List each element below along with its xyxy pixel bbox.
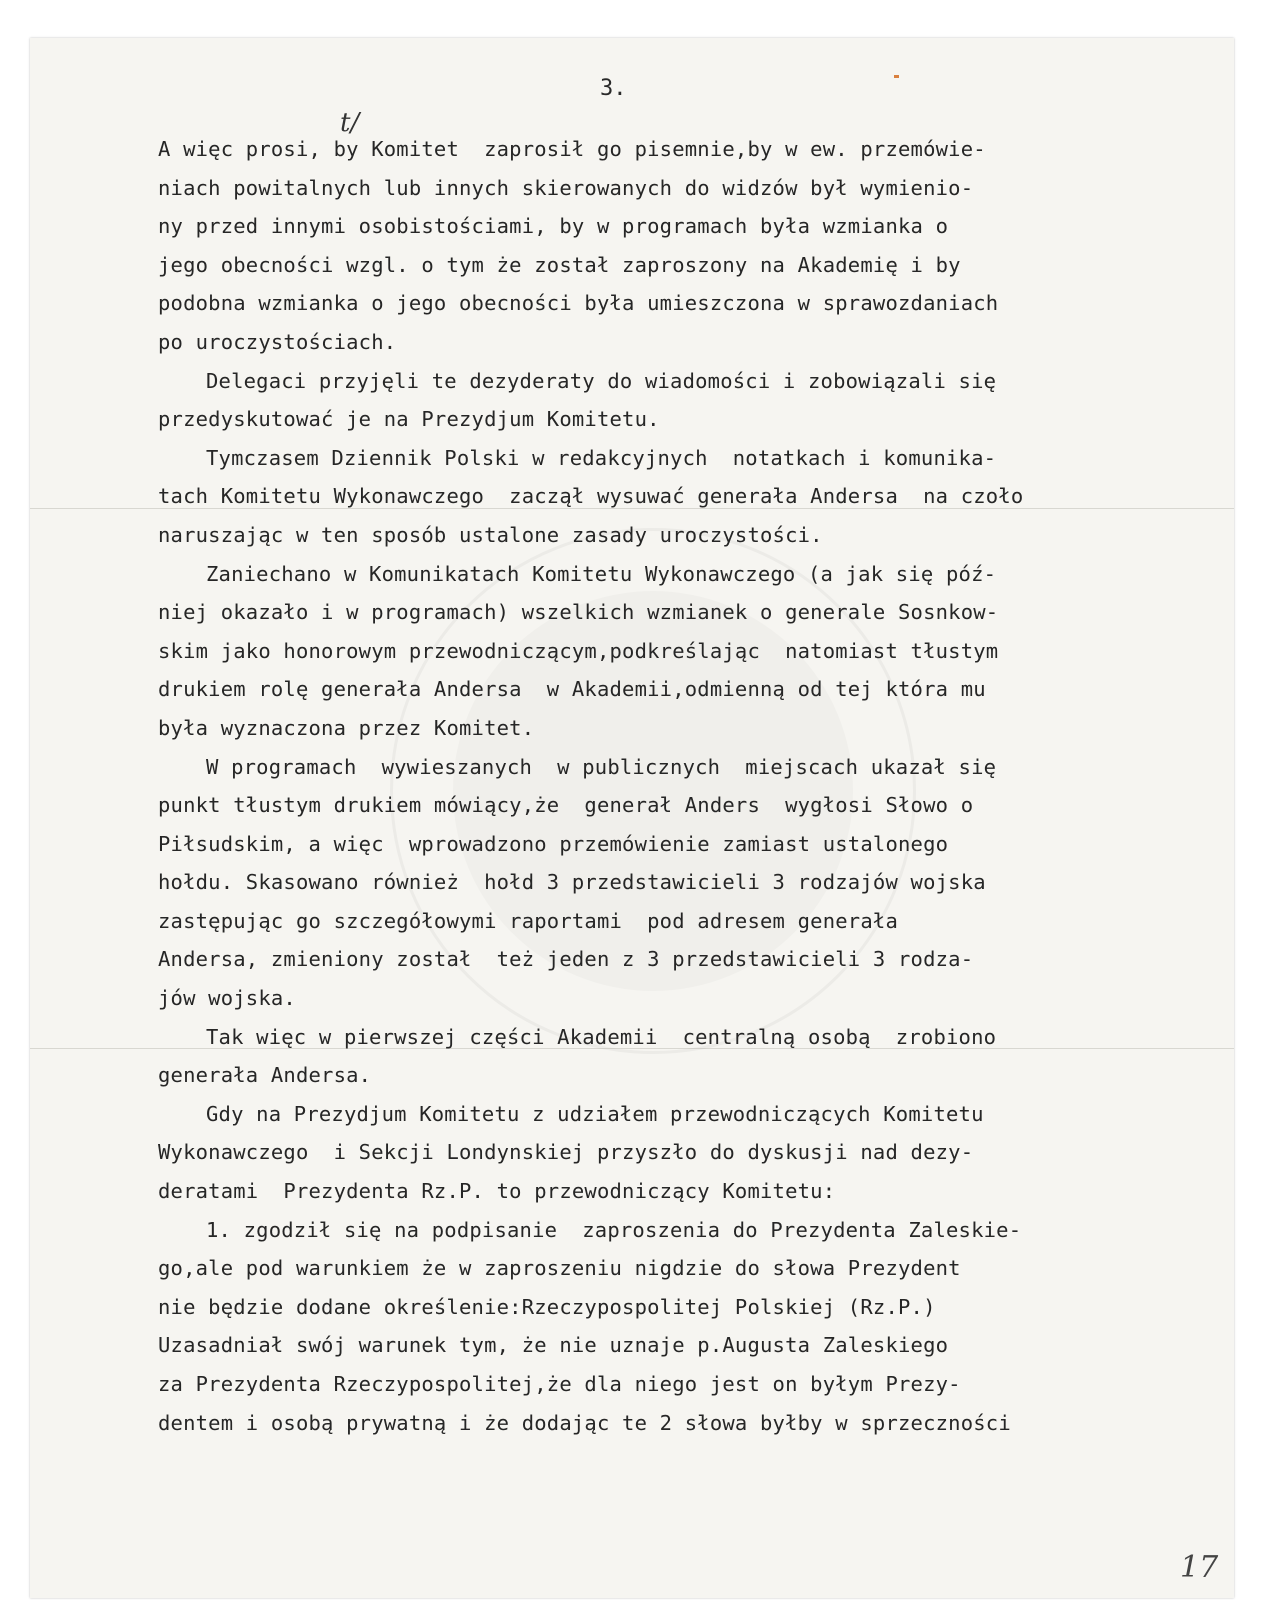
- text-line: 1. zgodził się na podpisanie zaproszenia do Prezydenta Zaleskie-: [206, 1217, 1022, 1242]
- text-line: za Prezydenta Rzeczypospolitej,że dla niego jest on byłym Prezy-: [158, 1372, 961, 1396]
- text-line: A więc prosi, by Komitet zaprosił go pisemnie,by w ew. przemówie-: [158, 137, 986, 161]
- text-line: go,ale pod warunkiem że w zaproszeniu nigdzie do słowa Prezydent: [158, 1256, 961, 1281]
- text-line: zastępując go szczegółowymi raportami pod adresem generała: [158, 908, 898, 933]
- typed-text-body: [158, 130, 1218, 1442]
- page-number: 3.: [600, 76, 627, 101]
- ink-mark: [894, 75, 899, 78]
- text-line: Uzasadniał swój warunek tym, że nie uznaje p.Augusta Zaleskiego: [158, 1333, 949, 1358]
- text-line: była wyznaczona przez Komitet.: [158, 715, 535, 740]
- text-line: ny przed innymi osobistościami, by w programach była wzmianka o: [158, 214, 949, 239]
- text-line: podobna wzmianka o jego obecności była umieszczona w sprawozdaniach: [158, 291, 999, 316]
- text-line: po uroczystościach.: [158, 329, 397, 354]
- text-line: dentem i osobą prywatną i że dodając te 2 słowa byłby w sprzeczności: [158, 1410, 1011, 1435]
- text-line: Andersa, zmieniony został też jeden z 3 przedstawicieli 3 rodza-: [158, 947, 974, 972]
- text-line: niej okazało i w programach) wszelkich wzmianek o generale Sosnkow-: [158, 600, 999, 625]
- text-line: Wykonawczego i Sekcji Londynskiej przyszło do dyskusji nad dezy-: [158, 1140, 974, 1165]
- text-line: hołdu. Skasowano również hołd 3 przedstawicieli 3 rodzajów wojska: [158, 870, 986, 895]
- text-line: skim jako honorowym przewodniczącym,podkreślając natomiast tłustym: [158, 638, 999, 663]
- document-page: [30, 38, 1234, 1598]
- text-line: tach Komitetu Wykonawczego zaczął wysuwać generała Andersa na czoło: [158, 484, 1024, 509]
- text-line: przedyskutować je na Prezydjum Komitetu.: [158, 407, 660, 432]
- text-line: Tymczasem Dziennik Polski w redakcyjnych notatkach i komunika-: [206, 445, 997, 470]
- text-line: deratami Prezydenta Rz.P. to przewodniczący Komitetu:: [158, 1179, 836, 1204]
- text-line: niach powitalnych lub innych skierowanych do widzów był wymienio-: [158, 175, 974, 200]
- text-line: jów wojska.: [158, 986, 296, 1011]
- text-line: W programach wywieszanych w publicznych miejscach ukazał się: [206, 754, 997, 779]
- text-line: Delegaci przyjęli te dezyderaty do wiadomości i zobowiązali się: [206, 368, 997, 393]
- handwritten-correction: t/: [340, 108, 360, 138]
- text-line: generała Andersa.: [158, 1063, 372, 1088]
- text-line: punkt tłustym drukiem mówiący,że generał Anders wygłosi Słowo o: [158, 793, 974, 818]
- handwritten-folio-number: 17: [1180, 1550, 1219, 1585]
- text-line: Tak więc w pierwszej części Akademii centralną osobą zrobiono: [206, 1024, 997, 1049]
- text-line: jego obecności wzgl. o tym że został zaproszony na Akademię i by: [158, 252, 961, 277]
- text-line: naruszając w ten sposób ustalone zasady uroczystości.: [158, 522, 823, 547]
- text-line: nie będzie dodane określenie:Rzeczypospolitej Polskiej (Rz.P.): [158, 1294, 936, 1319]
- text-line: drukiem rolę generała Andersa w Akademii,odmienną od tej która mu: [158, 677, 986, 702]
- text-line: Zaniechano w Komunikatach Komitetu Wykonawczego (a jak się póź-: [206, 561, 997, 586]
- text-line: Piłsudskim, a więc wprowadzono przemówienie zamiast ustalonego: [158, 831, 949, 856]
- text-line: Gdy na Prezydjum Komitetu z udziałem przewodniczących Komitetu: [206, 1101, 984, 1126]
